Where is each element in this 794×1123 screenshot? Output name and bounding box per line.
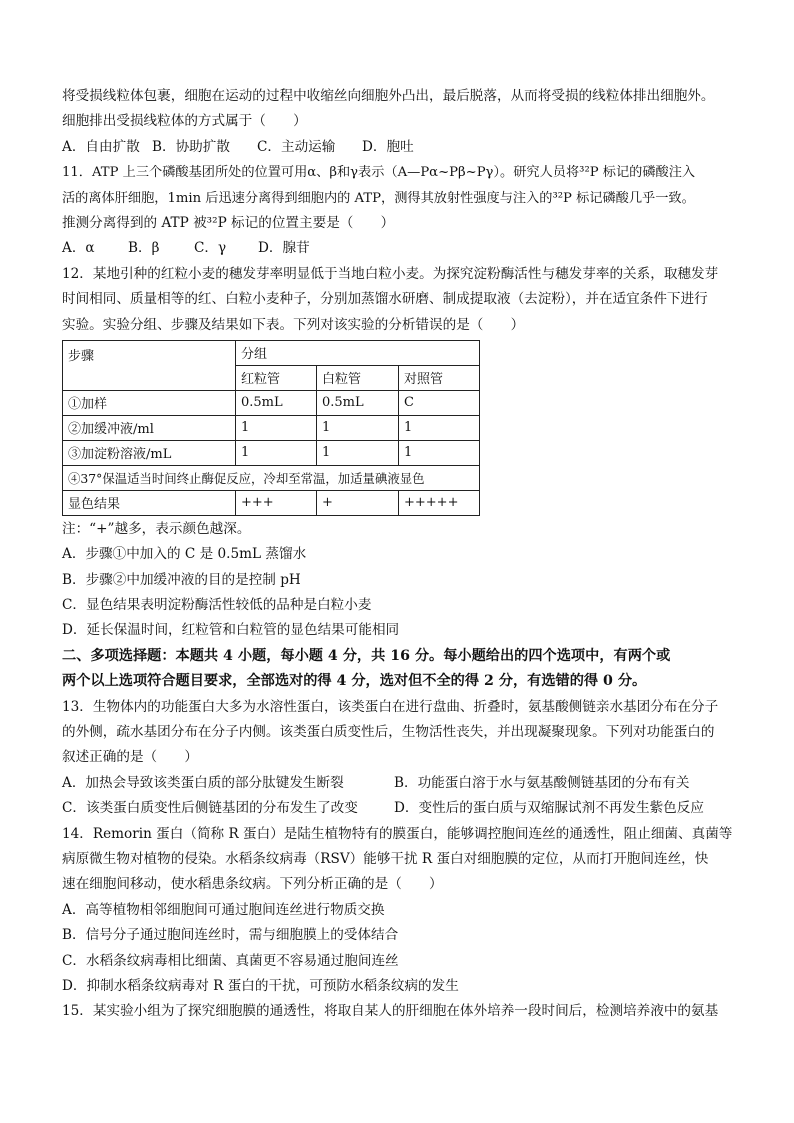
table-cell: ②加缓冲液/ml (63, 415, 236, 440)
table-cell: ③加淀粉溶液/mL (63, 440, 236, 465)
q12-stem-line3: 实验。实验分组、步骤及结果如下表。下列对该实验的分析错误的是（ ） (62, 316, 525, 333)
table-cell: 1 (317, 415, 399, 440)
q14-option-a: A．高等植物相邻细胞间可通过胞间连丝进行物质交换 (62, 901, 385, 918)
table-cell: 1 (236, 415, 317, 440)
q11-stem-line3: 推测分离得到的 ATP 被³²P 标记的位置主要是（ ） (62, 214, 395, 231)
table-cell: ①加样 (63, 390, 236, 415)
q14-stem-line3: 速在细胞间移动，使水稻患条纹病。下列分析正确的是（ ） (62, 876, 443, 893)
q10-stem-line2: 细胞排出受损线粒体的方式属于（ ） (62, 113, 307, 130)
q11-option-a: A．α (62, 240, 95, 257)
table-row (63, 440, 480, 465)
q14-option-d: D．抑制水稻条纹病毒对 R 蛋白的干扰，可预防水稻条纹病的发生 (62, 977, 459, 994)
q12-option-b: B．步骤②中加缓冲液的目的是控制 pH (62, 571, 301, 588)
q15-stem-line1: 15．某实验小组为了探究细胞膜的通透性，将取自某人的肝细胞在体外培养一段时间后，检测培养液中的氨基 (62, 1003, 719, 1020)
q10-option-c: C．主动运输 (257, 138, 336, 155)
q12-option-d: D．延长保温时间，红粒管和白粒管的显色结果可能相同 (62, 622, 400, 639)
table-header-step: 步骤 (63, 340, 236, 390)
q13-stem-line3: 叙述正确的是（ ） (62, 749, 198, 766)
q14-stem-line2: 病原微生物对植物的侵染。水稻条纹病毒（RSV）能够干扰 R 蛋白对细胞膜的定位，从而打开胞间连丝，快 (62, 850, 709, 867)
q10-options (62, 135, 742, 160)
q12-stem-line2: 时间相同、质量相等的红、白粒小麦种子，分别加蒸馏水研磨、制成提取液（去淀粉），并在适宜条件下进行 (62, 291, 708, 308)
q13-option-a: A．加热会导致该类蛋白质的部分肽键发生断裂 (62, 774, 344, 791)
table-cell: 1 (399, 440, 480, 465)
q14-option-c: C．水稻条纹病毒相比细菌、真菌更不容易通过胞间连丝 (62, 952, 399, 969)
q14-option-b: B．信号分子通过胞间连丝时，需与细胞膜上的受体结合 (62, 927, 399, 944)
q11-options (62, 236, 742, 261)
q13-option-b: B．功能蛋白溶于水与氨基酸侧链基团的分布有关 (394, 774, 690, 791)
q13-stem-line2: 的外侧，疏水基团分布在分子内侧。该类蛋白质变性后，生物活性丧失，并出现凝聚现象。下列对功能蛋白的 (62, 724, 715, 741)
table-row (63, 490, 480, 515)
table-row (63, 390, 480, 415)
table-col-white: 白粒管 (317, 365, 399, 390)
table-cell: 0.5mL (236, 390, 317, 415)
table-cell: 1 (236, 440, 317, 465)
q11-option-c: C．γ (194, 240, 227, 257)
section-heading-line2: 两个以上选项符合题目要求，全部选对的得 4 分，选对但不全的得 2 分，有选错的得 0 分。 (62, 673, 647, 690)
table-cell: +++ (236, 490, 317, 515)
q13-options-row1 (62, 771, 742, 796)
q12-option-a: A．步骤①中加入的 C 是 0.5mL 蒸馏水 (62, 546, 307, 563)
table-row (63, 415, 480, 440)
table-cell: + (317, 490, 399, 515)
q14-stem-line1: 14．Remorin 蛋白（简称 R 蛋白）是陆生植物特有的膜蛋白，能够调控胞间连丝的通透性，阻止细菌、真菌等 (62, 825, 733, 842)
table-cell: C (399, 390, 480, 415)
table-cell: 1 (317, 440, 399, 465)
table-cell: 显色结果 (63, 490, 236, 515)
section-heading-line1: 二、多项选择题：本题共 4 小题，每小题 4 分，共 16 分。每小题给出的四个选项中，有两个或 (62, 647, 671, 664)
table-col-red: 红粒管 (236, 365, 317, 390)
table-cell: 1 (399, 415, 480, 440)
q13-option-c: C．该类蛋白质变性后侧链基团的分布发生了改变 (62, 800, 358, 817)
experiment-table (62, 340, 480, 516)
q11-stem-line1: 11．ATP 上三个磷酸基团所处的位置可用α、β和γ表示（A—Pα~Pβ~Pγ）。研究人员将³²P 标记的磷酸注入 (62, 165, 696, 181)
q11-option-d: D．腺苷 (258, 240, 310, 257)
table-cell: 0.5mL (317, 390, 399, 415)
q10-option-d: D．胞吐 (362, 138, 414, 155)
table-header-group: 分组 (236, 340, 480, 365)
q10-option-b: B．协助扩散 (152, 138, 230, 155)
table-row (63, 465, 480, 490)
q11-stem-line2: 活的离体肝细胞，1min 后迅速分离得到细胞内的 ATP，测得其放射性强度与注入的³²P 标记磷酸几乎一致。 (62, 190, 695, 206)
q12-option-c: C．显色结果表明淀粉酶活性较低的品种是白粒小麦 (62, 597, 372, 614)
q13-stem-line1: 13．生物体内的功能蛋白大多为水溶性蛋白，该类蛋白在进行盘曲、折叠时，氨基酸侧链亲水基团分布在分子 (62, 698, 719, 715)
q13-options-row2 (62, 796, 742, 821)
table-cell-procedure: ④37°保温适当时间终止酶促反应，冷却至常温，加适量碘液显色 (63, 465, 480, 490)
table-cell: +++++ (399, 490, 480, 515)
q12-stem-line1: 12．某地引种的红粒小麦的穗发芽率明显低于当地白粒小麦。为探究淀粉酶活性与穗发芽率的关系，取穗发芽 (62, 265, 719, 282)
q13-option-d: D．变性后的蛋白质与双缩脲试剂不再发生紫色反应 (394, 800, 704, 817)
q11-option-b: B．β (128, 240, 160, 257)
table-col-control: 对照管 (399, 365, 480, 390)
q10-option-a: A．自由扩散 (62, 138, 140, 155)
q10-stem-line1: 将受损线粒体包裹，细胞在运动的过程中收缩丝向细胞外凸出，最后脱落，从而将受损的线粒体排出细胞外。 (62, 88, 715, 104)
q12-note: 注：“+”越多，表示颜色越深。 (62, 520, 251, 537)
exam-page (62, 84, 742, 1025)
